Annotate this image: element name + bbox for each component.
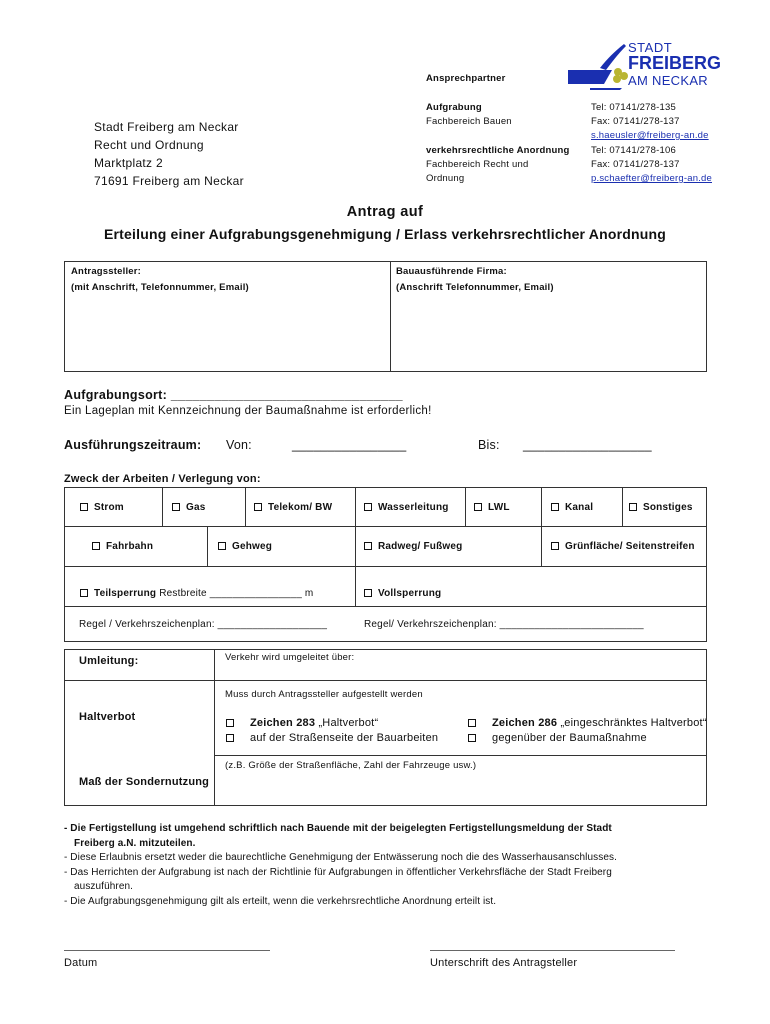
plan-right-field[interactable]: Regel/ Verkehrszeichenplan: _________________________ [364, 619, 644, 630]
checkbox-kanal[interactable] [551, 502, 593, 513]
divider [162, 487, 163, 526]
checkbox-gas[interactable] [172, 502, 206, 513]
contact-aufgrabung-tel: Tel: 07141/278-135 [591, 102, 676, 113]
checkbox-label: LWL [488, 502, 510, 513]
checkbox-label: Fahrbahn [106, 541, 154, 552]
restbreite-field[interactable]: Restbreite ________________ m [159, 588, 314, 599]
contact-aufgrabung-label: Aufgrabung [426, 102, 482, 113]
address-line: Marktplatz 2 [94, 156, 163, 170]
company-box[interactable] [390, 261, 707, 372]
z286-label: Zeichen 286 [492, 717, 558, 729]
checkbox-icon [364, 503, 372, 511]
address-line: Stadt Freiberg am Neckar [94, 120, 239, 134]
checkbox-icon [629, 503, 637, 511]
form-title: Antrag auf [346, 204, 424, 220]
period-from-field[interactable]: ________________ [292, 438, 407, 452]
checkbox-zeichen-286[interactable] [468, 717, 707, 729]
checkbox-label: Gas [186, 502, 206, 513]
contact-aufgrabung-fax: Fax: 07141/278-137 [591, 116, 680, 127]
logo-line-stadt: STADT [628, 40, 673, 55]
checkbox-vollsperrung[interactable] [364, 588, 441, 599]
applicant-signature-line[interactable] [430, 950, 675, 951]
applicant-label: Antragssteller: [71, 266, 142, 277]
checkbox-zeichen-283[interactable] [226, 717, 378, 729]
note-1: - Die Fertigstellung ist umgehend schriftlich nach Bauende mit der beigelegten Fertigstellungsmeldung der Stadt [64, 823, 612, 834]
detour-field[interactable]: Verkehr wird umgeleitet über: [225, 652, 355, 663]
opposite-side-label: gegenüber der Baumaßnahme [492, 732, 647, 744]
contact-heading: Ansprechpartner [426, 73, 506, 84]
city-logo [560, 40, 720, 96]
date-label: Datum [64, 957, 98, 969]
date-signature-line[interactable] [64, 950, 270, 951]
contact-vao-tel: Tel: 07141/278-106 [591, 145, 676, 156]
checkbox-label: Gehweg [232, 541, 273, 552]
note-3-cont: auszuführen. [74, 881, 134, 892]
checkbox-opposite-side[interactable] [468, 732, 647, 744]
checkbox-icon [364, 589, 372, 597]
checkbox-label: Radweg/ Fußweg [378, 541, 463, 552]
checkbox-wasserleitung[interactable] [364, 502, 449, 513]
period-to-label: Bis: [478, 438, 500, 452]
divider [64, 680, 707, 681]
contact-vao-dept2: Ordnung [426, 173, 465, 184]
detour-label: Umleitung: [79, 655, 139, 667]
usage-hint: (z.B. Größe der Straßenfläche, Zahl der Fahrzeuge usw.) [225, 760, 477, 771]
location-field[interactable]: Aufgrabungsort: ________________________________ [64, 388, 403, 402]
checkbox-label: Strom [94, 502, 124, 513]
checkbox-label: Teilsperrung [94, 588, 157, 599]
checkbox-icon [218, 542, 226, 550]
checkbox-label: Kanal [565, 502, 594, 513]
note-3: - Das Herrichten der Aufgrabung ist nach der Richtlinie für Aufgrabungen in öffentlicher Verkehrsfläche der Stadt Freiberg [64, 866, 612, 878]
divider [465, 487, 466, 526]
z283-label: Zeichen 283 [250, 717, 316, 729]
contact-aufgrabung-dept: Fachbereich Bauen [426, 116, 512, 127]
checkbox-label: Grünfläche/ Seitenstreifen [565, 541, 695, 552]
contact-aufgrabung-email[interactable]: s.haeusler@freiberg-an.de [591, 130, 709, 141]
halt-label: Haltverbot [79, 711, 136, 723]
divider [245, 487, 246, 526]
company-sub: (Anschrift Telefonnummer, Email) [396, 282, 554, 293]
checkbox-teilsperrung[interactable] [80, 588, 313, 599]
checkbox-label: Vollsperrung [378, 588, 442, 599]
same-side-label: auf der Straßenseite der Bauarbeiten [250, 732, 439, 744]
company-label: Bauausführende Firma: [396, 266, 507, 277]
contact-vao-email[interactable]: p.schaefter@freiberg-an.de [591, 173, 712, 184]
checkbox-icon [80, 589, 88, 597]
checkbox-label: Wasserleitung [378, 502, 449, 513]
halt-note: Muss durch Antragssteller aufgestellt werden [225, 689, 423, 700]
divider [64, 526, 707, 527]
address-line: Recht und Ordnung [94, 138, 204, 152]
checkbox-gehweg[interactable] [218, 541, 272, 552]
location-hint: Ein Lageplan mit Kennzeichnung der Baumaßnahme ist erforderlich! [64, 405, 432, 417]
z286-text: „eingeschränktes Haltverbot“ [557, 717, 707, 729]
checkbox-icon [254, 503, 262, 511]
period-to-field[interactable]: __________________ [523, 438, 652, 452]
checkbox-lwl[interactable] [474, 502, 510, 513]
form-subtitle: Erteilung einer Aufgrabungsgenehmigung / Erlass verkehrsrechtlicher Anordnung [103, 226, 666, 242]
divider [214, 755, 707, 756]
divider [541, 487, 542, 567]
notes-section [64, 822, 724, 909]
checkbox-same-side[interactable] [226, 732, 438, 744]
checkbox-icon [226, 719, 234, 727]
checkbox-icon [551, 542, 559, 550]
checkbox-icon [80, 503, 88, 511]
checkbox-radweg[interactable] [364, 541, 462, 552]
note-2: - Diese Erlaubnis ersetzt weder die baurechtliche Genehmigung der Entwässerung noch die des Wasserhausanschlusses. [64, 852, 617, 863]
divider [214, 649, 215, 806]
checkbox-icon [474, 503, 482, 511]
checkbox-label: Telekom/ BW [268, 502, 333, 513]
signature-label: Unterschrift des Antragsteller [430, 957, 578, 969]
contact-vao-label: verkehrsrechtliche Anordnung [426, 145, 570, 156]
z283-text: „Haltverbot“ [315, 717, 379, 729]
checkbox-icon [551, 503, 559, 511]
logo-line-am-neckar: AM NECKAR [628, 73, 708, 88]
address-line: 71691 Freiberg am Neckar [94, 174, 244, 188]
note-4: - Die Aufgrabungsgenehmigung gilt als erteilt, wenn die verkehrsrechtliche Anordnung erteilt ist. [64, 895, 497, 907]
recipient-address [94, 118, 244, 190]
contact-vao-fax: Fax: 07141/278-137 [591, 159, 680, 170]
logo-line-freiberg: FREIBERG [628, 53, 722, 73]
checkbox-icon [364, 542, 372, 550]
divider [64, 606, 707, 607]
checkbox-strom[interactable] [80, 502, 124, 513]
checkbox-fahrbahn[interactable] [92, 541, 153, 552]
usage-label: Maß der Sondernutzung [79, 776, 210, 788]
purpose-label: Zweck der Arbeiten / Verlegung von: [64, 473, 261, 485]
period-from-label: Von: [226, 438, 252, 452]
checkbox-icon [92, 542, 100, 550]
divider [622, 487, 623, 526]
period-label: Ausführungszeitraum: [64, 438, 202, 452]
checkbox-icon [468, 719, 476, 727]
checkbox-icon [226, 734, 234, 742]
divider [207, 526, 208, 567]
divider [64, 566, 707, 567]
applicant-box[interactable] [64, 261, 391, 372]
checkbox-gruenflaeche[interactable] [551, 541, 695, 552]
contact-vao-dept1: Fachbereich Recht und [426, 159, 529, 170]
applicant-sub: (mit Anschrift, Telefonnummer, Email) [71, 282, 249, 293]
checkbox-telekom[interactable] [254, 502, 332, 513]
divider [355, 487, 356, 607]
plan-left-field[interactable]: Regel / Verkehrszeichenplan: ___________________ [79, 619, 328, 630]
checkbox-icon [172, 503, 180, 511]
checkbox-icon [468, 734, 476, 742]
note-1-cont: Freiberg a.N. mitzuteilen. [74, 837, 196, 849]
checkbox-label: Sonstiges [643, 502, 693, 513]
checkbox-sonstiges[interactable] [629, 502, 693, 513]
